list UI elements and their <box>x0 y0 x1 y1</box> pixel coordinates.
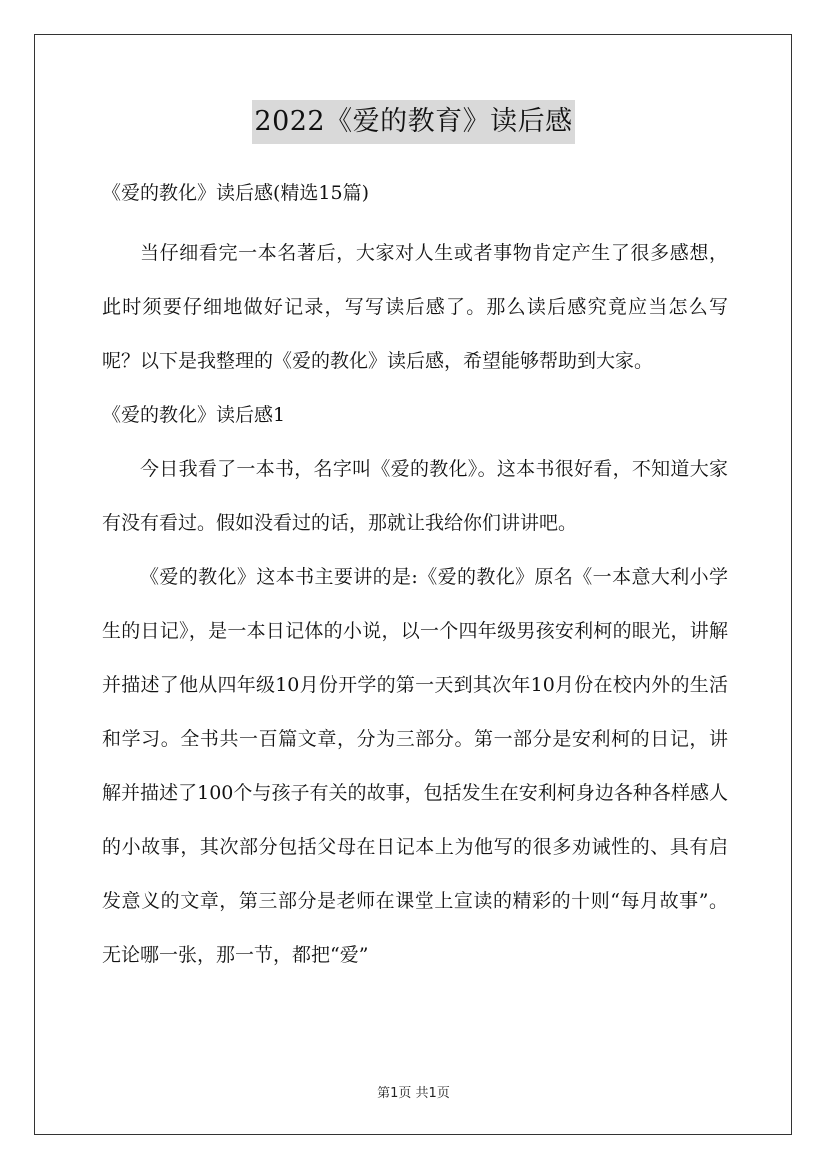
page-number-label: 第1页 共1页 <box>377 1086 450 1101</box>
body-paragraph-2: 《爱的教化》这本书主要讲的是:《爱的教化》原名《一本意大利小学生的日记》，是一本日记体的小说，以一个四年级男孩安利柯的眼光，讲解并描述了他从四年级10月份开学的第一天到其次年10月份在校内外的生活和学习。全书共一百篇文章，分为三部分。第一部分是安利柯的日记，讲解并描述了100个与孩子有关的故事，包括发生在安利柯身边各种各样感人的小故事，其次部分包括父母在日记本上为他写的很多劝诫性的、具有启发意义的文章，第三部分是老师在课堂上宣读的精彩的十则“每月故事”。无论哪一张，那一节，都把“爱” <box>102 566 728 966</box>
page-footer <box>0 1082 827 1101</box>
section-heading: 《爱的教化》读后感1 <box>102 404 286 426</box>
intro-paragraph: 当仔细看完一本名著后，大家对人生或者事物肯定产生了很多感想，此时须要仔细地做好记录，写写读后感了。那么读后感究竟应当怎么写呢？以下是我整理的《爱的教化》读后感，希望能够帮助到大家。 <box>102 242 728 372</box>
document-title: 2022《爱的教育》读后感 <box>252 100 574 144</box>
document-subtitle: 《爱的教化》读后感(精选15篇) <box>102 182 370 204</box>
document-body <box>102 170 728 982</box>
document-title-container <box>0 100 827 144</box>
body-paragraph-1: 今日我看了一本书，名字叫《爱的教化》。这本书很好看，不知道大家有没有看过。假如没看过的话，那就让我给你们讲讲吧。 <box>102 458 728 534</box>
